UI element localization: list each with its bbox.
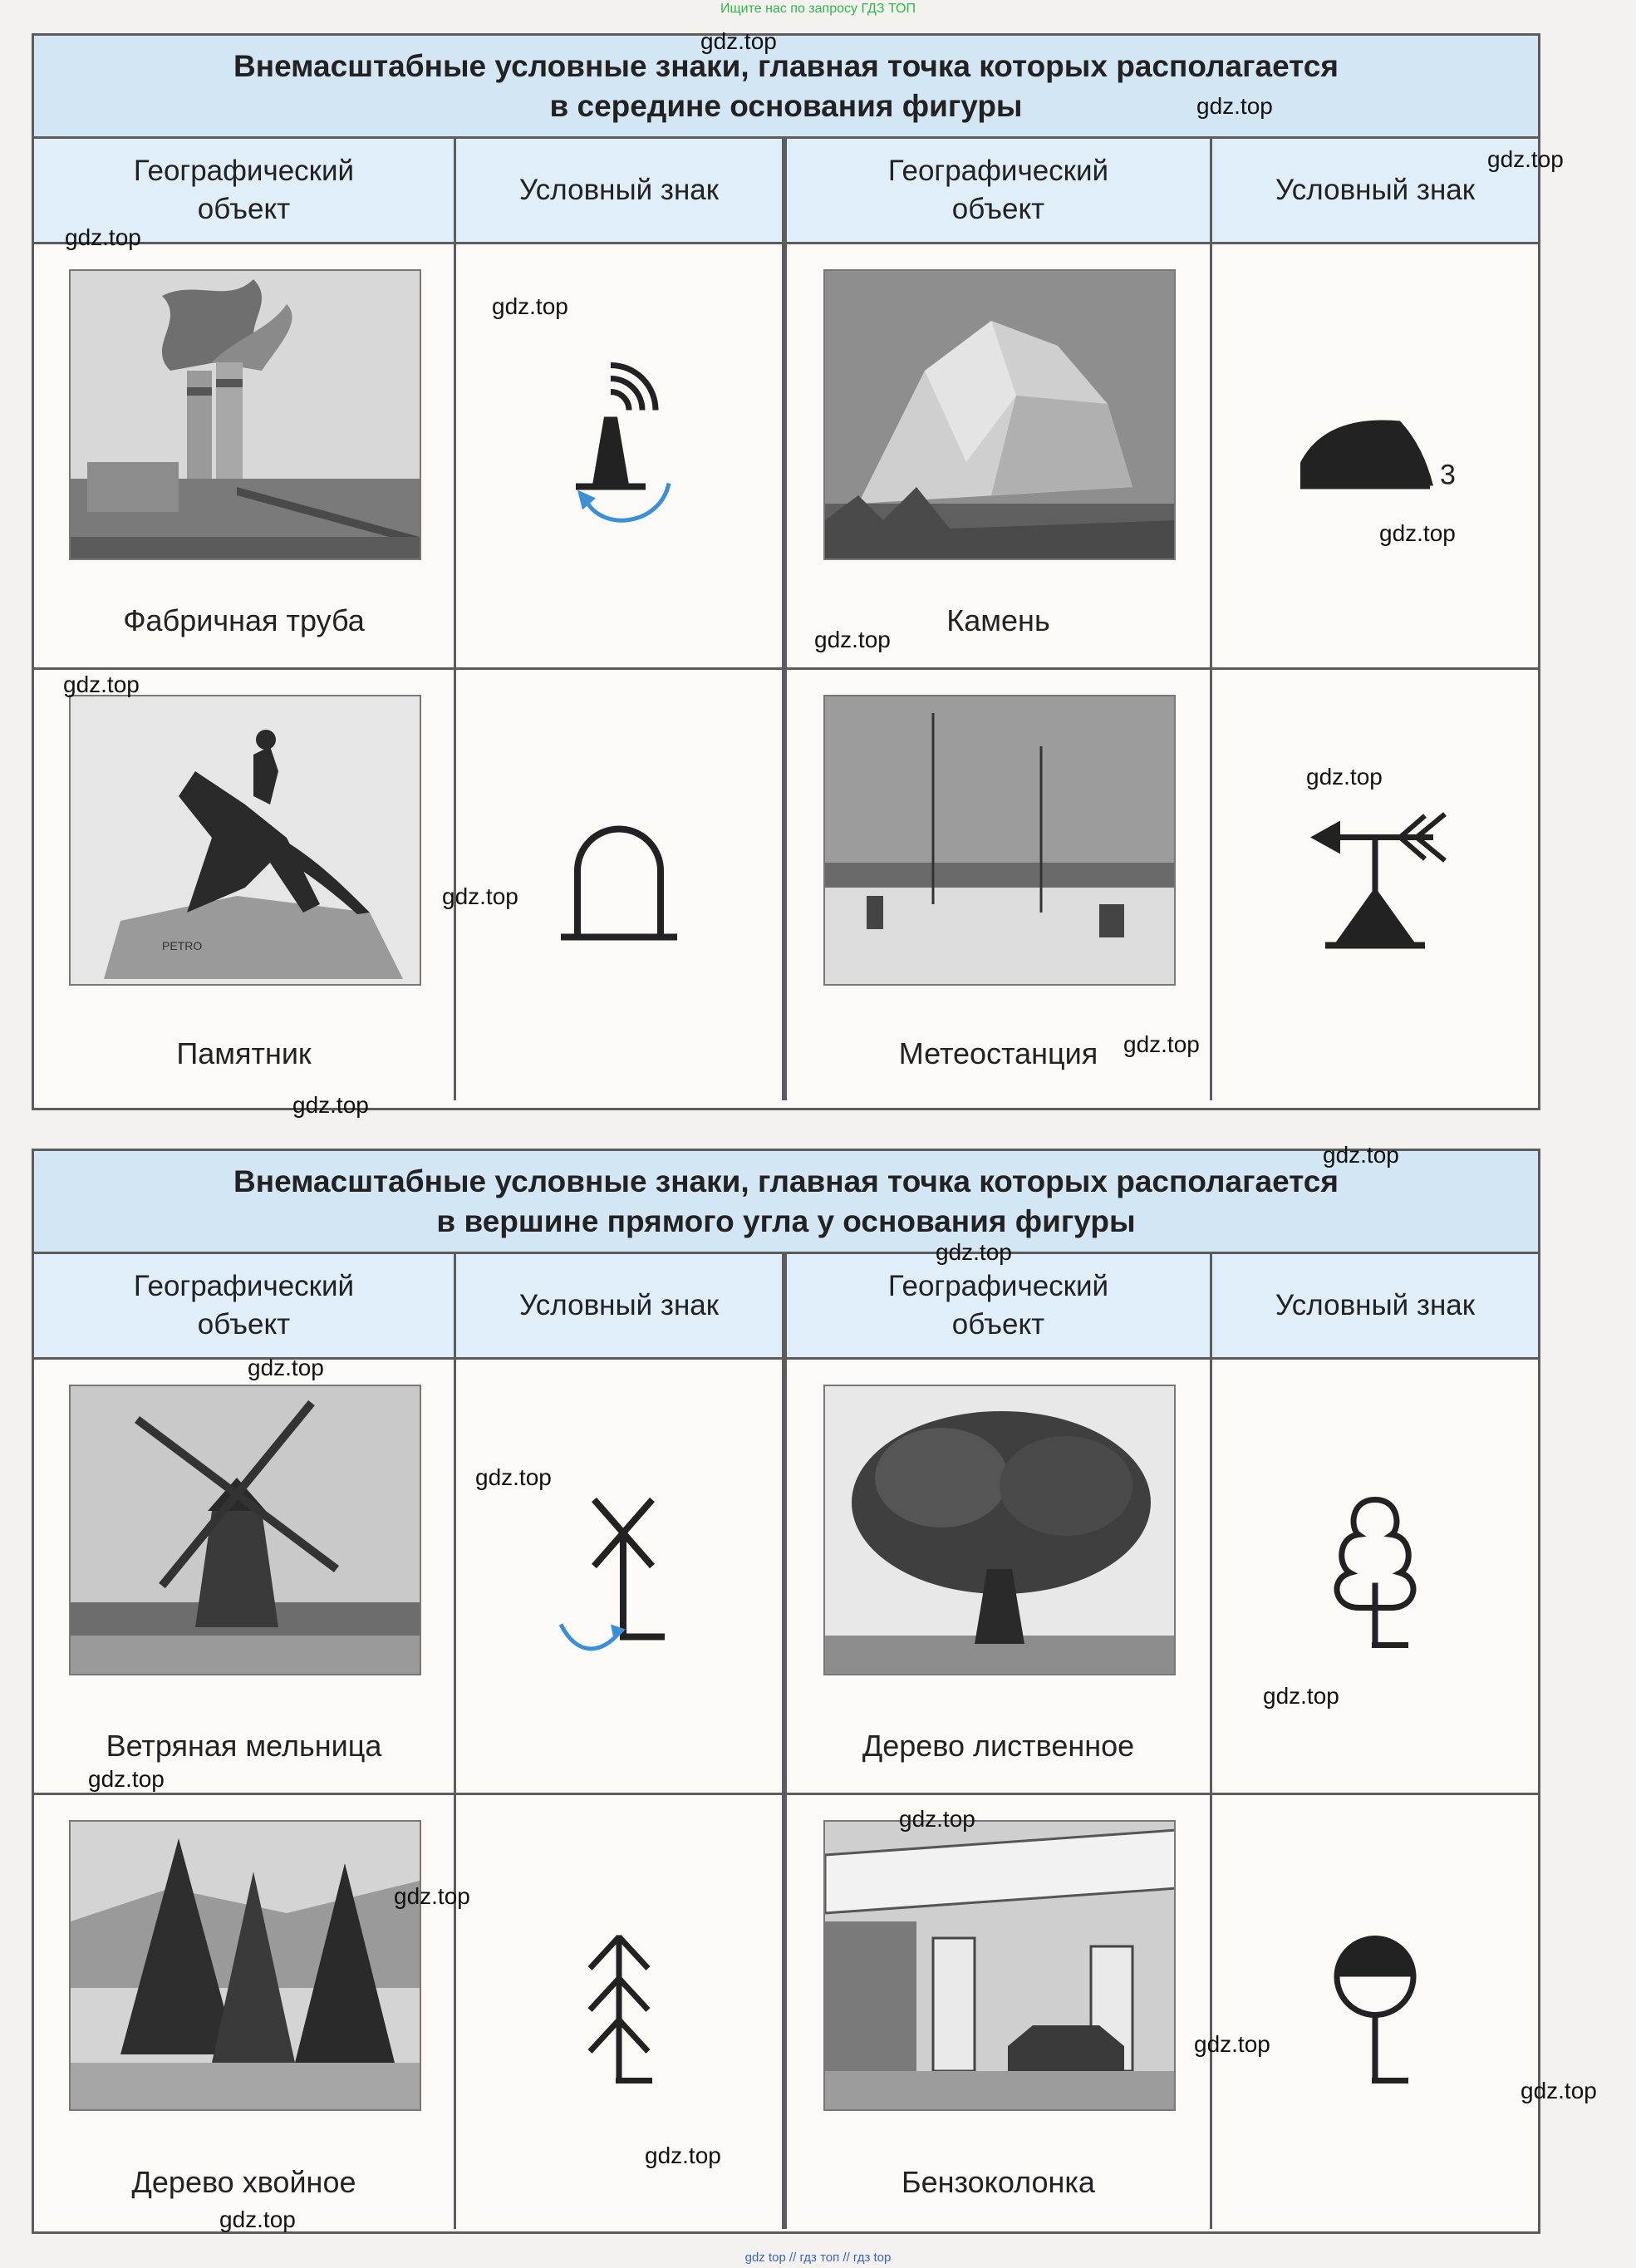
watermark: gdz.top xyxy=(88,1766,165,1792)
svg-text:PETRO: PETRO xyxy=(162,939,203,952)
gas-station-icon xyxy=(1300,1919,1450,2106)
sign-cell xyxy=(456,1795,782,2229)
header-sign: Условный знак xyxy=(1275,1289,1476,1321)
header-object: Географический объект xyxy=(34,1254,456,1357)
object-caption: Метеостанция xyxy=(898,1036,1098,1070)
conifer-tree-photo xyxy=(69,1820,421,2111)
watermark: gdz.top xyxy=(1306,764,1383,790)
watermark: gdz.top xyxy=(475,1464,552,1490)
object-cell xyxy=(34,1795,456,2229)
sign-cell xyxy=(1212,1795,1538,2229)
deciduous-tree-icon xyxy=(1300,1483,1450,1670)
watermark: gdz.top xyxy=(936,1239,1012,1265)
table-row xyxy=(34,1795,1538,2229)
object-caption: Бензоколонка xyxy=(902,2165,1095,2199)
object-caption: Памятник xyxy=(176,1036,312,1070)
watermark: gdz.top xyxy=(899,1806,975,1832)
object-caption: Камень xyxy=(946,603,1050,637)
watermark: gdz.top xyxy=(1323,1142,1399,1168)
factory-chimney-icon xyxy=(528,358,710,553)
object-caption: Ветряная мельница xyxy=(106,1729,382,1763)
watermark: gdz.top xyxy=(248,1355,324,1380)
table-row xyxy=(34,670,1538,1100)
deciduous-tree-photo xyxy=(823,1385,1176,1675)
sign-cell xyxy=(1212,244,1538,667)
conifer-tree-icon xyxy=(544,1919,694,2106)
object-caption: Дерево хвойное xyxy=(131,2165,356,2199)
factory-chimney-photo xyxy=(69,269,421,560)
sign-cell xyxy=(456,1360,782,1793)
object-cell xyxy=(787,1795,1212,2229)
stone-icon xyxy=(1275,404,1475,508)
header-object: Географический объект xyxy=(787,1254,1212,1357)
header-sign: Условный знак xyxy=(518,174,720,206)
stone-sign-number: 3 xyxy=(1440,459,1456,490)
sign-cell xyxy=(1212,670,1538,1100)
watermark: gdz.top xyxy=(219,2207,296,2232)
monument-icon xyxy=(544,804,694,967)
header-sign: Условный знак xyxy=(518,1289,720,1321)
gas-station-photo xyxy=(823,1820,1176,2111)
header-sign: Условный знак xyxy=(1275,174,1476,206)
object-cell xyxy=(34,670,456,1100)
section-title: Внемасштабные условные знаки, главная точка которых располагается в середине основания фигуры xyxy=(34,36,1538,139)
section-middle-base xyxy=(32,33,1540,1110)
watermark: gdz.top xyxy=(645,2143,721,2168)
watermark: gdz.top xyxy=(1194,2031,1270,2057)
watermark: gdz.top xyxy=(1196,93,1273,119)
object-cell xyxy=(34,244,456,667)
watermark: gdz.top xyxy=(1263,1683,1339,1709)
table-row xyxy=(34,1360,1538,1795)
object-caption: Дерево лиственное xyxy=(862,1729,1135,1763)
windmill-icon xyxy=(528,1474,710,1678)
weather-station-icon xyxy=(1292,804,1458,967)
watermark: gdz.top xyxy=(1521,2078,1597,2103)
watermark: gdz.top xyxy=(1379,520,1456,546)
object-caption: Фабричная труба xyxy=(123,603,365,637)
column-headers xyxy=(34,1254,1538,1360)
column-headers xyxy=(34,139,1538,244)
top-note: Ищите нас по запросу ГДЗ ТОП xyxy=(720,2,916,16)
section-title: Внемасштабные условные знаки, главная точка которых располагается в вершине прямого угла у основания фигуры xyxy=(34,1151,1538,1254)
watermark: gdz.top xyxy=(700,28,777,54)
watermark: gdz.top xyxy=(394,1883,470,1909)
object-cell xyxy=(787,244,1212,667)
watermark: gdz.top xyxy=(1487,146,1564,172)
watermark: gdz.top xyxy=(814,627,891,652)
windmill-photo xyxy=(69,1385,421,1675)
watermark: gdz.top xyxy=(292,1092,369,1118)
weather-station-photo xyxy=(823,695,1176,986)
watermark: gdz.top xyxy=(1123,1031,1200,1057)
monument-photo xyxy=(69,695,421,986)
object-cell xyxy=(787,1360,1212,1793)
watermark: gdz.top xyxy=(65,224,141,250)
bottom-note: gdz top // гдз топ // гдз top xyxy=(744,2251,892,2265)
object-cell xyxy=(34,1360,456,1793)
header-object: Географический объект xyxy=(34,139,456,242)
watermark: gdz.top xyxy=(442,883,518,909)
stone-photo xyxy=(823,269,1176,560)
header-object: Географический объект xyxy=(787,139,1212,242)
watermark: gdz.top xyxy=(63,672,140,697)
table-row xyxy=(34,244,1538,670)
watermark: gdz.top xyxy=(492,293,568,319)
sign-cell xyxy=(1212,1360,1538,1793)
